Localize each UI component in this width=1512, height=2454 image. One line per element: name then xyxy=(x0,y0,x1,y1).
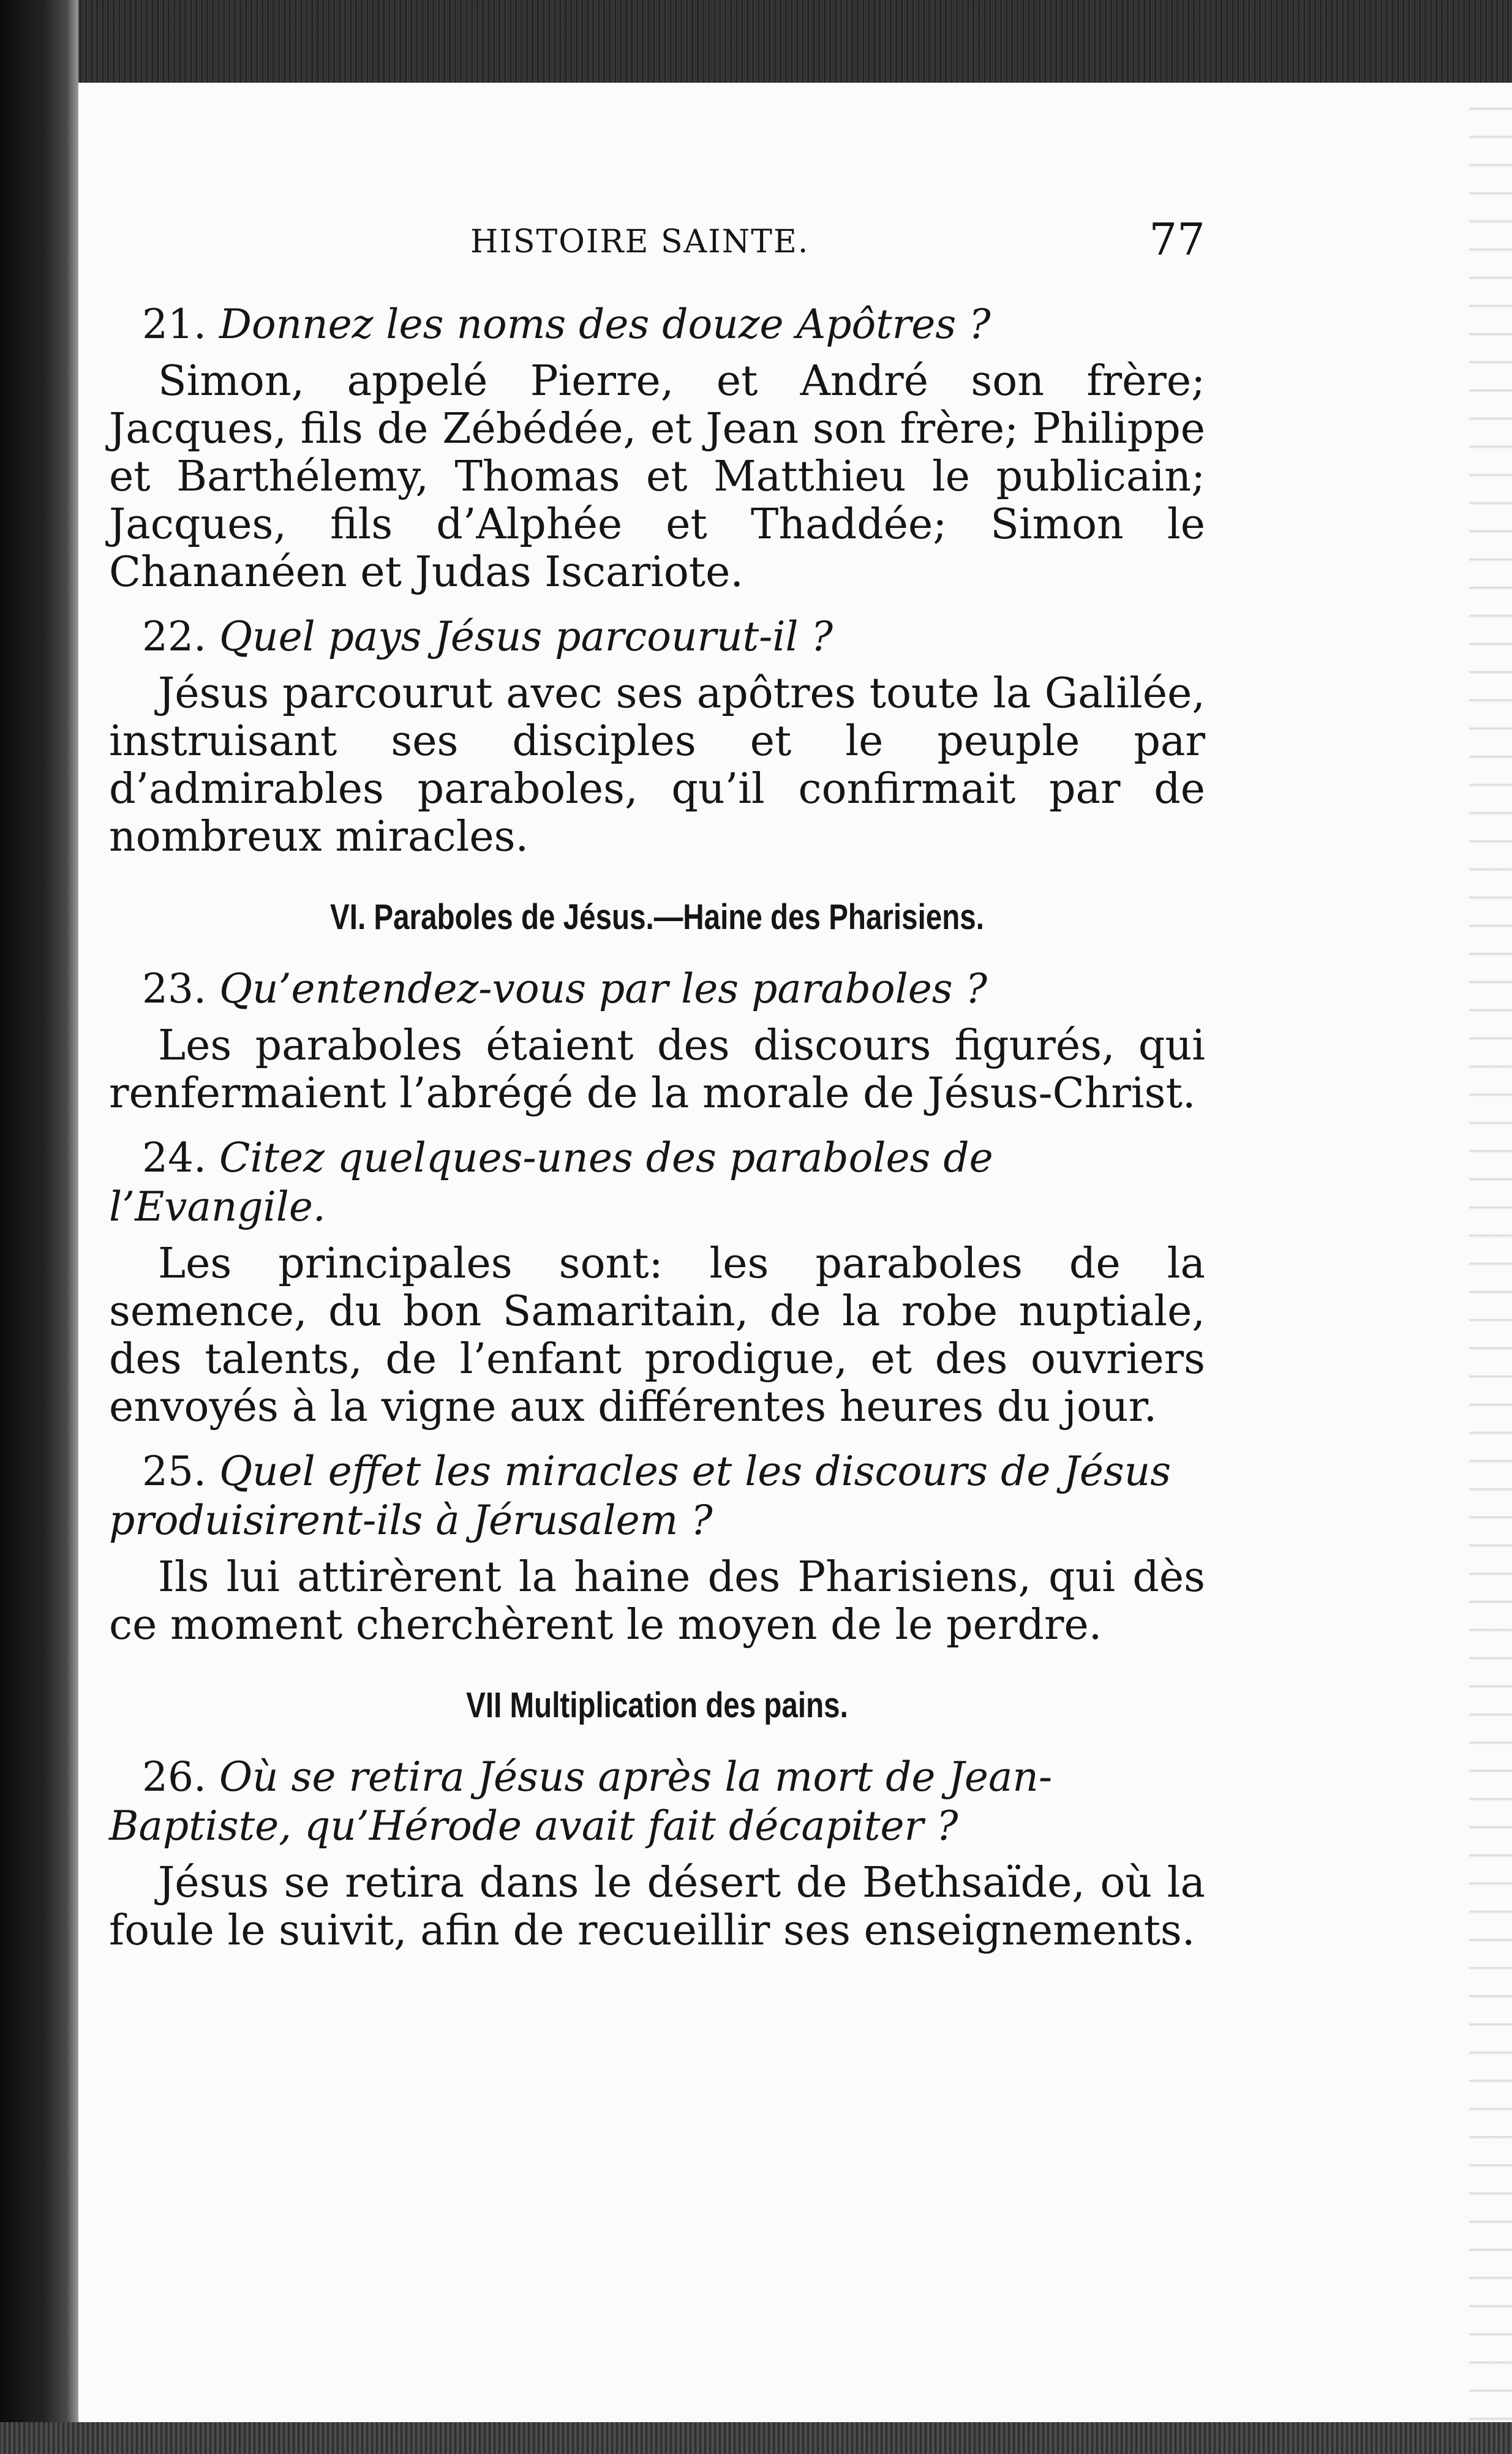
running-title: HISTOIRE SAINTE. xyxy=(470,224,810,260)
question-21: 21. Donnez les noms des douze Apôtres ? xyxy=(142,301,991,348)
answer-26: Jésus se retira dans le désert de Bethsaïde, où la foule le suivit, afin de recueillir ses enseignements. xyxy=(109,1859,1205,1955)
page-number: 77 xyxy=(1149,214,1205,265)
scan-right-page-edge xyxy=(1469,83,1512,2422)
page-body xyxy=(109,300,1205,1955)
question-25: 25. Quel effet les miracles et les discours de Jésus produisirent-ils à Jérusalem ? xyxy=(109,1448,1172,1544)
question-26: 26. Où se retira Jésus après la mort de Jean-Baptiste, qu’Hérode avait fait décapiter ? xyxy=(109,1753,1053,1850)
scan-bottom-border xyxy=(0,2422,1512,2454)
question-22: 22. Quel pays Jésus parcourut-il ? xyxy=(142,613,833,660)
question-23: 23. Qu’entendez-vous par les paraboles ? xyxy=(142,965,987,1012)
question-24: 24. Citez quelques-unes des paraboles de l’Evangile. xyxy=(109,1134,993,1230)
section-heading-vii: VII Multiplication des pains. xyxy=(466,1685,848,1725)
answer-23: Les paraboles étaient des discours figurés, qui renfermaient l’abrégé de la morale de Jésus-Christ. xyxy=(109,1022,1205,1118)
running-head xyxy=(109,214,1205,266)
scan-left-binding-shadow xyxy=(0,0,78,2454)
answer-22: Jésus parcourut avec ses apôtres toute la Galilée, instruisant ses disciples et le peuple par d’admirables paraboles, qu’il confirmait par de nombreux miracles. xyxy=(109,669,1205,861)
answer-24: Les principales sont: les paraboles de la semence, du bon Samaritain, de la robe nuptiale, des talents, de l’enfant prodigue, et des ouvriers envoyés à la vigne aux différentes heures du jour. xyxy=(109,1240,1205,1431)
answer-21: Simon, appelé Pierre, et André son frère; Jacques, fils de Zébédée, et Jean son frère; Philippe et Barthélemy, Thomas et Matthieu le publicain; Jacques, fils d’Alphée et Thaddée; Simon le Chananéen et Judas Iscariote. xyxy=(109,357,1205,597)
scan-top-border xyxy=(0,0,1512,83)
answer-25: Ils lui attirèrent la haine des Pharisiens, qui dès ce moment cherchèrent le moyen de le perdre. xyxy=(109,1553,1205,1649)
section-heading-vi: VI. Paraboles de Jésus.—Haine des Pharisiens. xyxy=(330,897,984,937)
